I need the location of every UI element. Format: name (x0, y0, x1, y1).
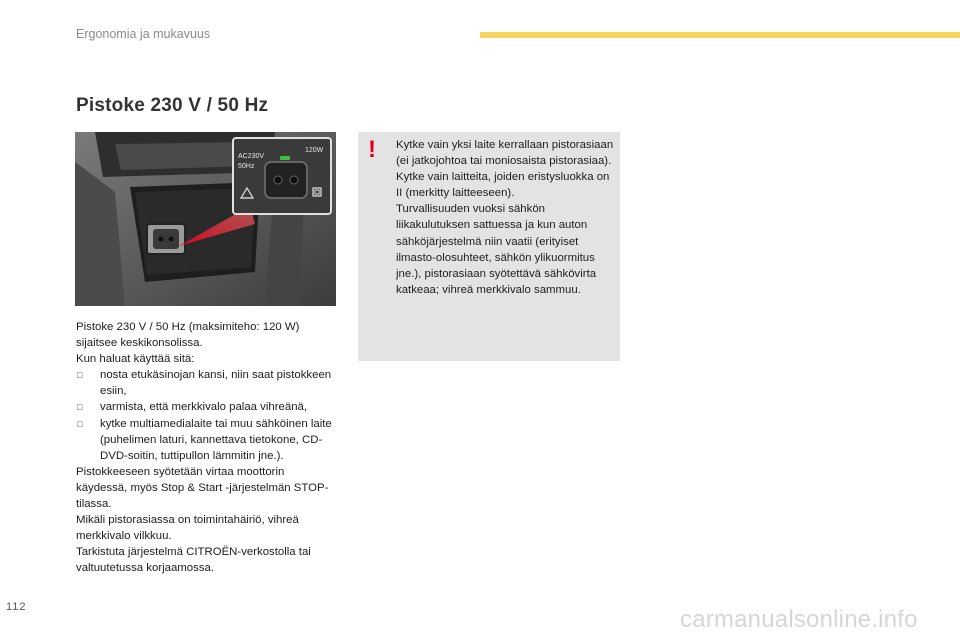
watermark: carmanualsonline.info (680, 606, 918, 633)
socket-power-label: 120W (305, 147, 324, 154)
section-header: Ergonomia ja mukavuus (76, 27, 211, 41)
checkbox-bullet-icon: □ (77, 418, 83, 429)
warning-line: Turvallisuuden vuoksi sähkön liikakulutuksen sattuessa ja kun auton sähköjärjestelmä niin vaatii (erityiset ilmasto-olosuhteet, sähkön ylikuormitus jne.), pistorasiaan syötettävä sähkövirta katkeaa; vihreä merkkivalo sammuu. (396, 203, 597, 296)
usage-steps (76, 367, 338, 464)
socket-frequency-label: 50Hz (238, 163, 255, 170)
warning-line: Kytke vain yksi laite kerrallaan pistorasiaan (ei jatkojohtoa tai moniosaista pistorasiaa). (396, 139, 614, 168)
list-item: □ nosta etukäsinojan kansi, niin saat pistokkeen esiin, (77, 369, 332, 398)
header-accent-bar (480, 32, 960, 38)
warning-text (396, 137, 614, 298)
list-item: □ varmista, että merkkivalo palaa vihreänä, (76, 399, 338, 415)
socket-voltage-label: AC230V (238, 153, 265, 160)
indicator-light-icon (280, 156, 290, 160)
list-item: □ kytke multiamedialaite tai muu sähköinen laite (puhelimen laturi, kannettava tietokone, CD-DVD-soitin, tuttipullon lämmitin jne.). (77, 417, 332, 462)
warning-line: Kytke vain laitteita, joiden eristysluokka on II (merkitty laitteeseen). (396, 171, 610, 200)
socket-illustration (75, 132, 336, 306)
power-supply-paragraph: Pistokkeeseen syötetään virtaa moottorin käydessä, myös Stop & Start -järjestelmän STOP-tilassa. (76, 465, 329, 511)
checkbox-bullet-icon: □ (77, 402, 83, 413)
page-title: Pistoke 230 V / 50 Hz (76, 95, 269, 116)
malfunction-paragraph: Mikäli pistorasiassa on toimintahäiriö, vihreä merkkivalo vilkkuu. (76, 514, 299, 543)
page-number: 112 (6, 601, 27, 613)
checkbox-bullet-icon: □ (77, 370, 83, 381)
exclamation-icon: ! (368, 136, 376, 163)
intro-paragraph: Pistoke 230 V / 50 Hz (maksimiteho: 120 W) sijaitsee keskikonsolissa. (76, 321, 300, 350)
service-paragraph: Tarkistuta järjestelmä CITROËN-verkostolla tai valtuutetussa korjaamossa. (76, 546, 311, 575)
instructions-text (76, 319, 338, 577)
usage-intro: Kun haluat käyttää sitä: (76, 353, 195, 366)
warning-panel (358, 132, 620, 361)
